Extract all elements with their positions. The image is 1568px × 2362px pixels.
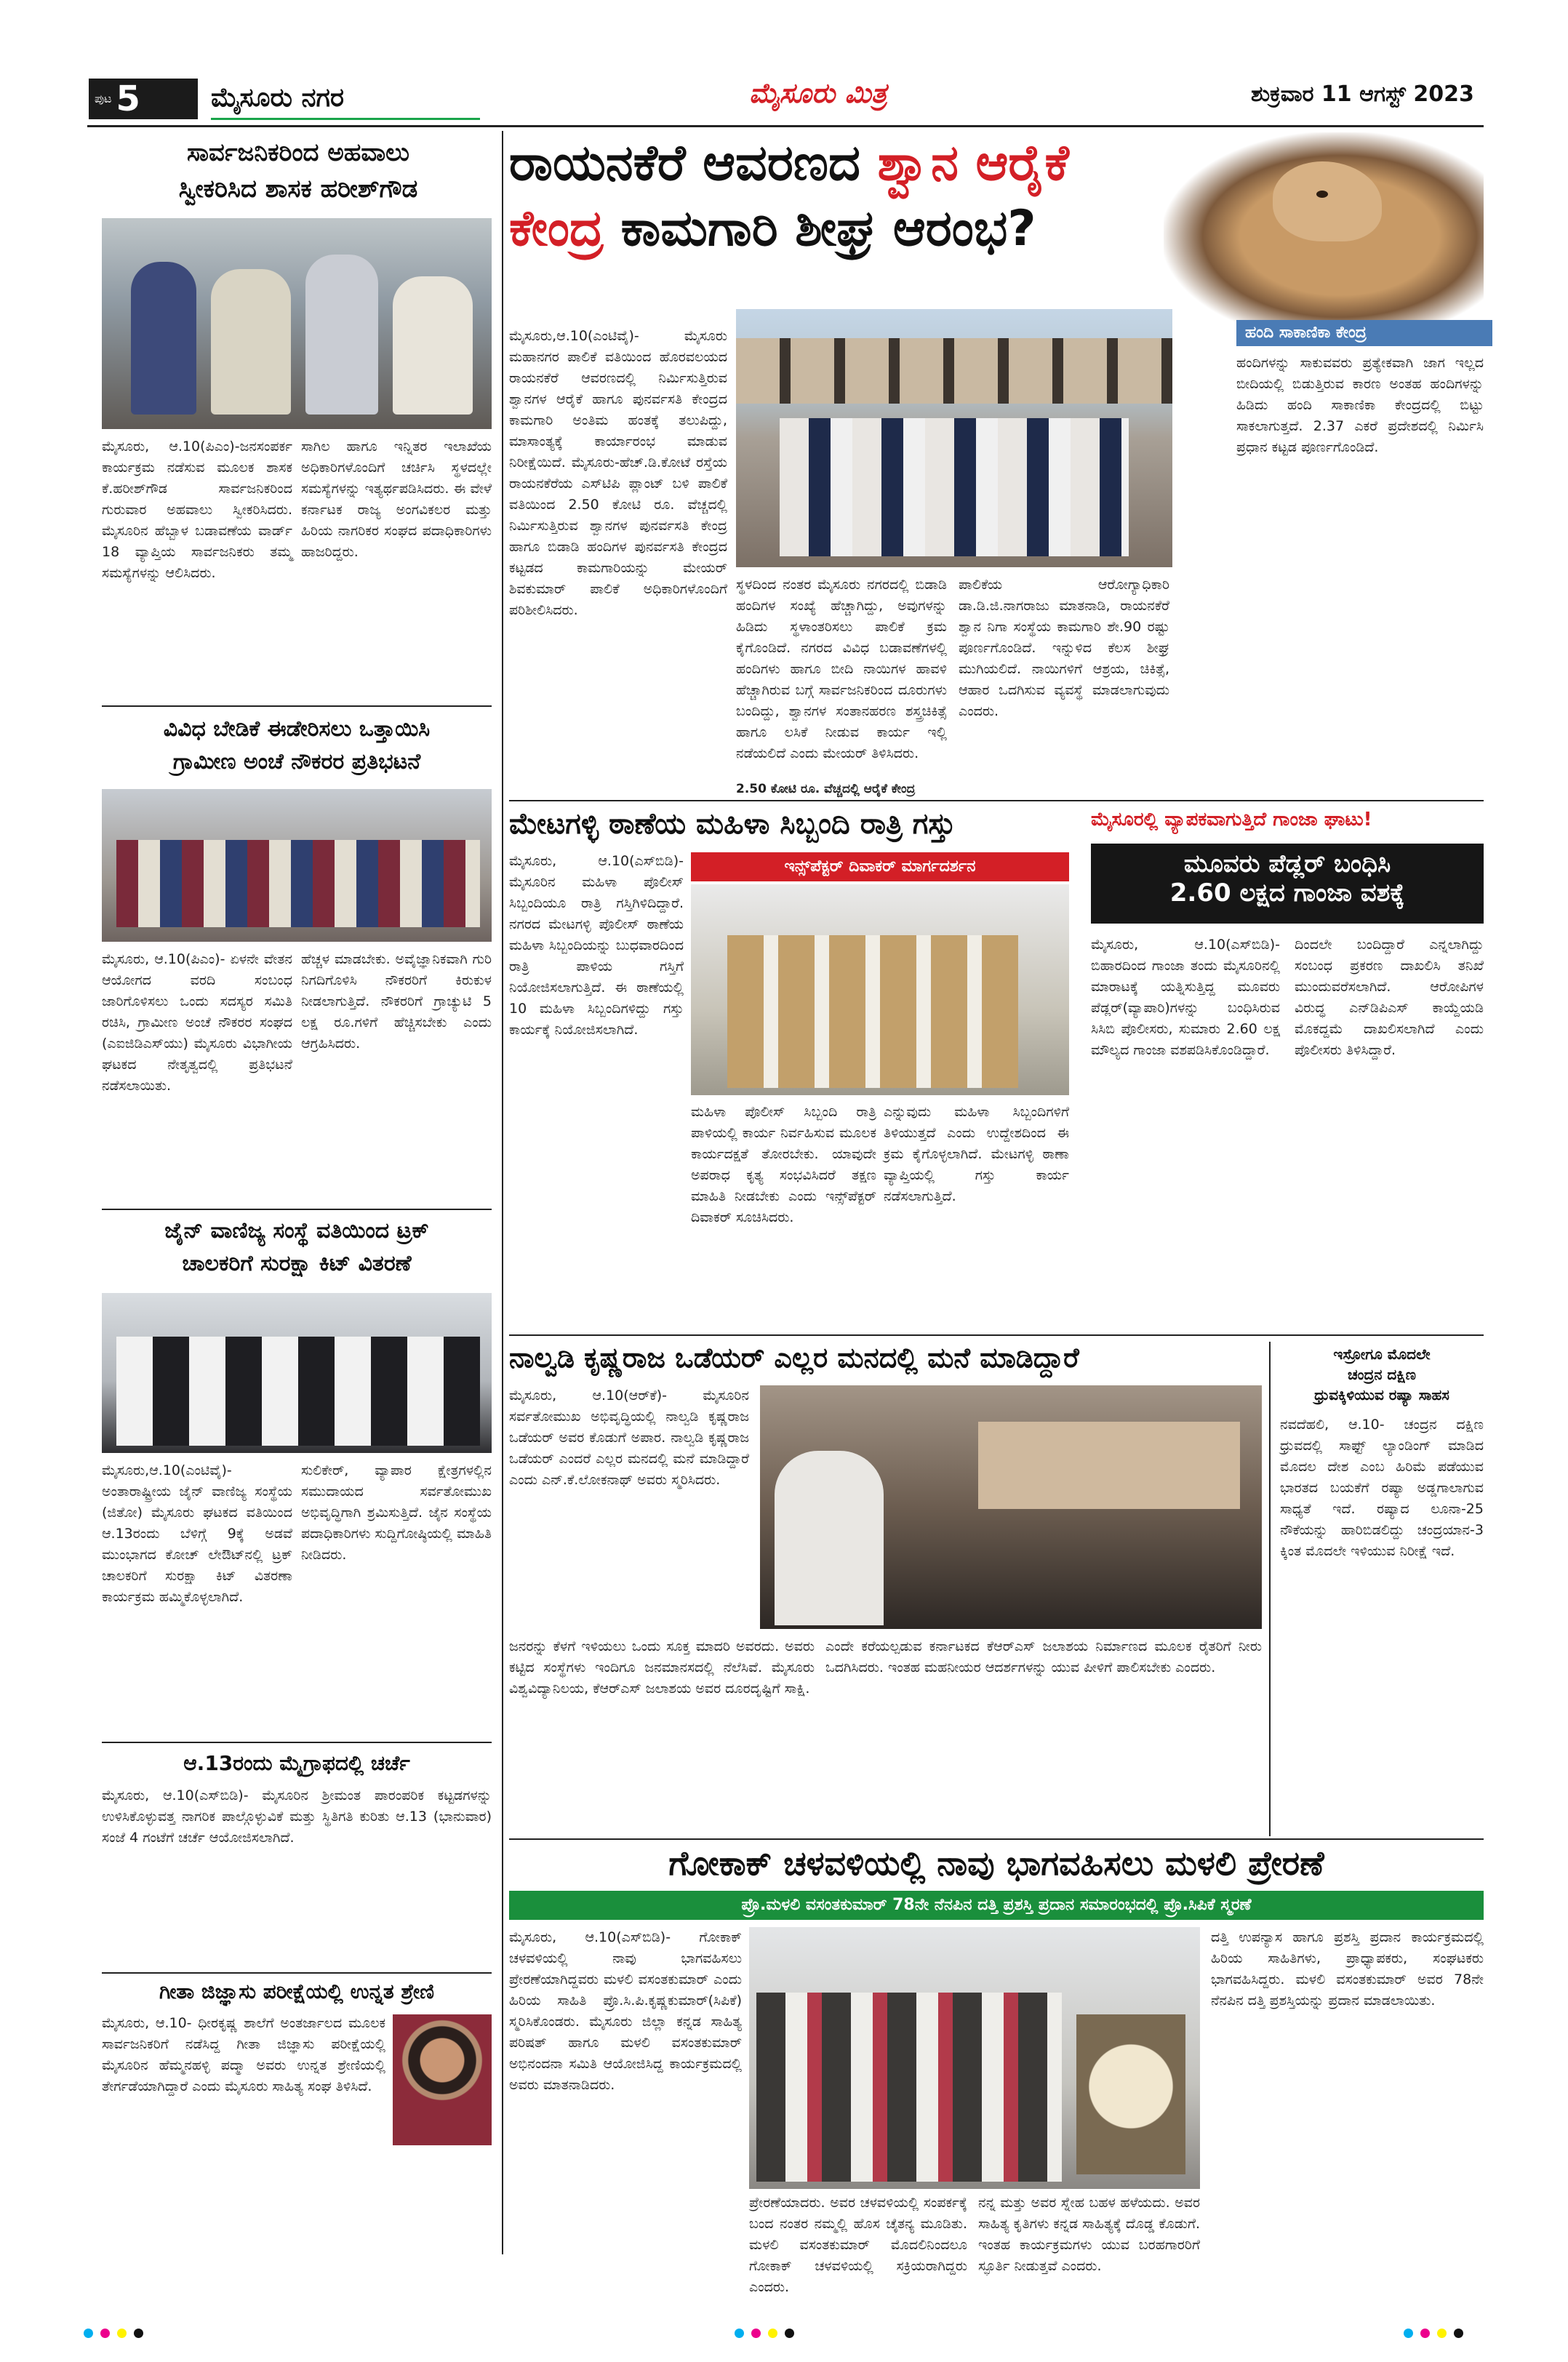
- newspaper-brand: ಮೈಸೂರು ಮಿತ್ರ: [749, 77, 887, 109]
- header-rule: [87, 125, 1484, 127]
- dateline: ಶುಕ್ರವಾರ 11 ಆಗಸ್ಟ್ 2023: [1251, 81, 1474, 107]
- section-title: ಮೈಸೂರು ನಗರ: [211, 83, 480, 120]
- gokak-col2: ಪ್ರೇರಣೆಯಾದರು. ಅವರ ಚಳವಳಿಯಲ್ಲಿ ಸಂಪರ್ಕಕ್ಕೆ ಬಂದ ನಂತರ ನಮ್ಮಲ್ಲಿ ಹೊಸ ಚೈತನ್ಯ ಮೂಡಿತು. ಮಳಲಿ ವಸಂತಕುಮಾರ್ ಮೊದಲಿನಿಂದಲೂ ಗೋಕಾಕ್ ಚಳವಳಿಯಲ್ಲಿ ಸಕ್ರಿಯರಾಗಿದ್ದರು ಎಂದರು.: [749, 2195, 967, 2295]
- left2-headline-2: ಗ್ರಾಮೀಣ ಅಂಚೆ ನೌಕರರ ಪ್ರತಿಭಟನೆ: [172, 749, 421, 774]
- lead-col4: ಹಂದಿಗಳನ್ನು ಸಾಕುವವರು ಪ್ರತ್ಯೇಕವಾಗಿ ಜಾಗ ಇಲ್ಲದ ಬೀದಿಯಲ್ಲಿ ಬಿಡುತ್ತಿರುವ ಕಾರಣ ಅಂತಹ ಹಂದಿಗಳನ್ನು ಹಿಡಿದು ಹಂದಿ ಸಾಕಾಣಿಕಾ ಕೇಂದ್ರದಲ್ಲಿ ಬಿಟ್ಟು ಸಾಕಲಾಗುತ್ತದೆ. 2.37 ಎಕರೆ ಪ್ರದೇಶದಲ್ಲಿ ನಿರ್ಮಿಸಿ ಪ್ರಧಾನ ಕಟ್ಟಡ ಪೂರ್ಣಗೊಂಡಿದೆ.: [1236, 355, 1484, 455]
- lead-headline-2: ಕೇಂದ್ರ ಕಾಮಗಾರಿ ಶೀಘ್ರ ಆರಂಭ?: [509, 200, 1036, 257]
- left3-headline-2: ಚಾಲಕರಿಗೆ ಸುರಕ್ಷಾ ಕಿಟ್ ವಿತರಣೆ: [182, 1251, 412, 1276]
- left3-photo: [102, 1293, 492, 1453]
- left2-photo: [102, 789, 492, 942]
- registration-marks-center: [735, 2327, 801, 2341]
- page-number-badge: [89, 79, 198, 119]
- mid2-title-2: 2.60 ಲಕ್ಷದ ಗಾಂಜಾ ವಶಕ್ಕೆ: [1169, 878, 1405, 908]
- registration-marks-right: [1404, 2327, 1471, 2341]
- dog-photo: [1164, 132, 1484, 321]
- mid2-col2: ದಿಂದಲೇ ಬಂದಿದ್ದಾರೆ ಎನ್ನಲಾಗಿದ್ದು ಸಂಬಂಧ ಪ್ರಕರಣ ದಾಖಲಿಸಿ ತನಿಖೆ ಮುಂದುವರೆಸಲಾಗಿದೆ. ಆರೋಪಿಗಳ ವಿರುದ್ಧ ಎನ್‌ಡಿಪಿಎಸ್ ಕಾಯ್ದೆಯಡಿ ಮೊಕದ್ದಮೆ ದಾಖಲಿಸಲಾಗಿದೆ ಎಂದು ಪೊಲೀಸರು ತಿಳಿಸಿದ್ದಾರೆ.: [1295, 937, 1484, 1058]
- mid1-headline: ಮೇಟಗಳ್ಳಿ ಠಾಣೆಯ ಮಹಿಳಾ ಸಿಬ್ಬಂದಿ ರಾತ್ರಿ ಗಸ್ತು: [509, 807, 956, 841]
- lead-col1: ಮೈಸೂರು,ಆ.10(ಎಂಟಿವೈ)- ಮೈಸೂರು ಮಹಾನಗರ ಪಾಲಿಕೆ ವತಿಯಿಂದ ಹೊರವಲಯದ ರಾಯನಕೆರೆ ಆವರಣದಲ್ಲಿ ನಿರ್ಮಿಸುತ್ತಿರುವ ಶ್ವಾನಗಳ ಆರೈಕೆ ಹಾಗೂ ಪುನರ್ವಸತಿ ಕೇಂದ್ರದ ಕಾಮಗಾರಿ ಅಂತಿಮ ಹಂತಕ್ಕೆ ತಲುಪಿದ್ದು, ಮಾಸಾಂತ್ಯಕ್ಕೆ ಕಾರ್ಯಾರಂಭ ಮಾಡುವ ನಿರೀಕ್ಷೆಯಿದೆ. ಮೈಸೂರು-ಹೆಚ್.ಡಿ.ಕೋಟೆ ರಸ್ತೆಯ ರಾಯನಕೆರೆಯ ಎಸ್‌ಟಿಪಿ ಪ್ಲಾಂಟ್ ಬಳಿ ಪಾಲಿಕೆ ವತಿಯಿಂದ 2.50 ಕೋಟಿ ರೂ. ವೆಚ್ಚದಲ್ಲಿ ನಿರ್ಮಿಸುತ್ತಿರುವ ಶ್ವಾನಗಳ ಪುನರ್ವಸತಿ ಕೇಂದ್ರ ಹಾಗೂ ಬಿಡಾಡಿ ಹಂದಿಗಳ ಪುನರ್ವಸತಿ ಕೇಂದ್ರದ ಕಟ್ಟಡದ ಕಾಮಗಾರಿಯನ್ನು ಮೇಯರ್ ಶಿವಕುಮಾರ್ ಪಾಲಿಕೆ ಅಧಿಕಾರಿಗಳೊಂದಿಗೆ ಪರಿಶೀಲಿಸಿದರು.: [509, 328, 727, 618]
- gokak-col4: ದತ್ತಿ ಉಪನ್ಯಾಸ ಹಾಗೂ ಪ್ರಶಸ್ತಿ ಪ್ರದಾನ ಕಾರ್ಯಕ್ರಮದಲ್ಲಿ ಹಿರಿಯ ಸಾಹಿತಿಗಳು, ಪ್ರಾಧ್ಯಾಪಕರು, ಸಂಘಟಕರು ಭಾಗವಹಿಸಿದ್ದರು. ಮಳಲಿ ವಸಂತಕುಮಾರ್ ಅವರ 78ನೇ ನೆನಪಿನ ದತ್ತಿ ಪ್ರಶಸ್ತಿಯನ್ನು ಪ್ರದಾನ ಮಾಡಲಾಯಿತು.: [1211, 1929, 1484, 2009]
- mid3-col3: ಎಂದೇ ಕರೆಯಲ್ಪಡುವ ಕರ್ನಾಟಕದ ಕೆಆರ್‌ಎಸ್ ಜಲಾಶಯ ನಿರ್ಮಾಣದ ಮೂಲಕ ರೈತರಿಗೆ ನೀರು ಒದಗಿಸಿದರು. ಇಂತಹ ಮಹನೀಯರ ಆದರ್ಶಗಳನ್ನು ಯುವ ಪೀಳಿಗೆ ಪಾಲಿಸಬೇಕು ಎಂದರು.: [825, 1638, 1262, 1676]
- mid1-col1: ಮೈಸೂರು, ಆ.10(ಎಸ್‌ಬಿಡಿ)- ಮೈಸೂರಿನ ಮಹಿಳಾ ಪೊಲೀಸ್ ಸಿಬ್ಬಂದಿಯೂ ರಾತ್ರಿ ಗಸ್ತಿಗಿಳಿದಿದ್ದಾರೆ. ನಗರದ ಮೇಟಗಳ್ಳಿ ಪೊಲೀಸ್ ಠಾಣೆಯ ಮಹಿಳಾ ಸಿಬ್ಬಂದಿಯನ್ನು ಬುಧವಾರದಿಂದ ರಾತ್ರಿ ಪಾಳಿಯ ಗಸ್ತಿಗೆ ನಿಯೋಜಿಸಲಾಗುತ್ತಿದೆ. ಈ ಠಾಣೆಯಲ್ಲಿ 10 ಮಹಿಳಾ ಸಿಬ್ಬಂದಿಗಳಿದ್ದು ಗಸ್ತು ಕಾರ್ಯಕ್ಕೆ ನಿಯೋಜಿಸಲಾಗಿದೆ.: [509, 853, 684, 1038]
- mid2-title-1: ಮೂವರು ಪೆಡ್ಲರ್ ಬಂಧಿಸಿ: [1183, 849, 1391, 878]
- gokak-col1: ಮೈಸೂರು, ಆ.10(ಎಸ್‌ಬಿಡಿ)- ಗೋಕಾಕ್ ಚಳವಳಿಯಲ್ಲಿ ನಾವು ಭಾಗವಹಿಸಲು ಪ್ರೇರಣೆಯಾಗಿದ್ದವರು ಮಳಲಿ ವಸಂತಕುಮಾರ್ ಎಂದು ಹಿರಿಯ ಸಾಹಿತಿ ಪ್ರೊ.ಸಿ.ಪಿ.ಕೃಷ್ಣಕುಮಾರ್(ಸಿಪಿಕೆ) ಸ್ಮರಿಸಿಕೊಂಡರು. ಮೈಸೂರು ಜಿಲ್ಲಾ ಕನ್ನಡ ಸಾಹಿತ್ಯ ಪರಿಷತ್ ಹಾಗೂ ಮಳಲಿ ವಸಂತಕುಮಾರ್ ಅಭಿನಂದನಾ ಸಮಿತಿ ಆಯೋಜಿಸಿದ್ದ ಕಾರ್ಯಕ್ರಮದಲ್ಲಿ ಅವರು ಮಾತನಾಡಿದರು.: [509, 1929, 742, 2093]
- mid3-photo: [760, 1385, 1262, 1629]
- mid2-title-box: [1091, 844, 1484, 924]
- page-label: ಪುಟ: [95, 92, 112, 105]
- left2-col1: ಮೈಸೂರು, ಆ.10(ಪಿಎಂ)- ಏಳನೇ ವೇತನ ಆಯೋಗದ ವರದಿ ಸಂಬಂಧ ಜಾರಿಗೊಳಿಸಲು ಒಂದು ಸದಸ್ಯರ ಸಮಿತಿ ರಚಿಸಿ, ಗ್ರಾಮೀಣ ಅಂಚೆ ನೌಕರರ ಸಂಘದ (ಎಐಜಿಡಿಎಸ್‌ಯು) ಮೈಸೂರು ವಿಭಾಗೀಯ ಘಟಕದ ನೇತೃತ್ವದಲ್ಲಿ ಪ್ರತಿಭಟನೆ ನಡೆಸಲಾಯಿತು.: [102, 951, 292, 1094]
- registration-marks-left: [84, 2327, 151, 2341]
- left3-col2: ಸುಲಿಕೇರ್, ವ್ಯಾಪಾರ ಕ್ಷೇತ್ರಗಳಲ್ಲಿನ ಸಮುದಾಯದ ಸರ್ವತೋಮುಖ ಅಭಿವೃದ್ಧಿಗಾಗಿ ಶ್ರಮಿಸುತ್ತಿದೆ. ಜೈನ ಸಂಸ್ಥೆಯ ಪದಾಧಿಕಾರಿಗಳು ಸುದ್ದಿಗೋಷ್ಠಿಯಲ್ಲಿ ಮಾಹಿತಿ ನೀಡಿದರು.: [301, 1462, 492, 1563]
- left2-col2: ಹೆಚ್ಚಳ ಮಾಡಬೇಕು. ಅವೈಜ್ಞಾನಿಕವಾಗಿ ಗುರಿ ನಿಗದಿಗೊಳಿಸಿ ನೌಕರರಿಗೆ ಕಿರುಕುಳ ನೀಡಲಾಗುತ್ತಿದೆ. ನೌಕರರಿಗೆ ಗ್ರಾಚ್ಯುಟಿ 5 ಲಕ್ಷ ರೂ.ಗಳಿಗೆ ಹೆಚ್ಚಿಸಬೇಕು ಎಂದು ಆಗ್ರಹಿಸಿದರು.: [301, 951, 492, 1052]
- chandra-headline-1: ಇಸ್ರೋಗೂ ಮೊದಲೇ: [1333, 1345, 1431, 1363]
- left3-col1: ಮೈಸೂರು,ಆ.10(ಎಂಟಿವೈ)- ಅಂತಾರಾಷ್ಟ್ರೀಯ ಜೈನ್ ವಾಣಿಜ್ಯ ಸಂಸ್ಥೆಯ (ಜಿತೋ) ಮೈಸೂರು ಘಟಕದ ವತಿಯಿಂದ ಆ.13ರಂದು ಬೆಳಿಗ್ಗೆ 9ಕ್ಕೆ ಅಡವೆ ಮುಂಭಾಗದ ಕೋಚ್ ಲೇಔಟ್‌ನಲ್ಲಿ ಟ್ರಕ್ ಚಾಲಕರಿಗೆ ಸುರಕ್ಷಾ ಕಿಟ್ ವಿತರಣಾ ಕಾರ್ಯಕ್ರಮ ಹಮ್ಮಿಕೊಳ್ಳಲಾಗಿದೆ.: [102, 1462, 292, 1605]
- page-number: 5: [116, 79, 140, 119]
- lead-box-title: ಹಂದಿ ಸಾಕಾಣಿಕಾ ಕೇಂದ್ರ: [1236, 320, 1492, 346]
- mid1-col3: ಎನ್ನುವುದು ಮಹಿಳಾ ಸಿಬ್ಬಂದಿಗಳಿಗೆ ತಿಳಿಯುತ್ತದೆ ಎಂದು ಉದ್ದೇಶದಿಂದ ಈ ಕ್ರಮ ಕೈಗೊಳ್ಳಲಾಗಿದೆ. ಮೇಟಗಳ್ಳಿ ಠಾಣಾ ವ್ಯಾಪ್ತಿಯಲ್ಲಿ ಗಸ್ತು ಕಾರ್ಯ ನಡೆಸಲಾಗುತ್ತಿದೆ.: [884, 1104, 1069, 1204]
- left3-headline-1: ಜೈನ್ ವಾಣಿಜ್ಯ ಸಂಸ್ಥೆ ವತಿಯಿಂದ ಟ್ರಕ್: [164, 1218, 429, 1244]
- left4-body: ಮೈಸೂರು, ಆ.10(ಎಸ್‌ಬಿಡಿ)- ಮೈಸೂರಿನ ಶ್ರೀಮಂತ ಪಾರಂಪರಿಕ ಕಟ್ಟಡಗಳನ್ನು ಉಳಿಸಿಕೊಳ್ಳುವತ್ತ ನಾಗರಿಕ ಪಾಲ್ಗೊಳ್ಳುವಿಕೆ ಮತ್ತು ಸ್ಥಿತಿಗತಿ ಕುರಿತು ಆ.13 (ಭಾನುವಾರ) ಸಂಜೆ 4 ಗಂಟೆಗೆ ಚರ್ಚೆ ಆಯೋಜಿಸಲಾಗಿದೆ.: [102, 1787, 492, 1846]
- mid1-col2: ಮಹಿಳಾ ಪೊಲೀಸ್ ಸಿಬ್ಬಂದಿ ರಾತ್ರಿ ಪಾಳಿಯಲ್ಲಿ ಕಾರ್ಯ ನಿರ್ವಹಿಸುವ ಮೂಲಕ ಕಾರ್ಯದಕ್ಷತೆ ತೋರಬೇಕು. ಯಾವುದೇ ಅಪರಾಧ ಕೃತ್ಯ ಸಂಭವಿಸಿದರೆ ತಕ್ಷಣ ಮಾಹಿತಿ ನೀಡಬೇಕು ಎಂದು ಇನ್ಸ್‌ಪೆಕ್ಟರ್ ದಿವಾಕರ್ ಸೂಚಿಸಿದರು.: [691, 1104, 876, 1225]
- mid3-headline: ನಾಲ್ವಡಿ ಕೃಷ್ಣರಾಜ ಒಡೆಯರ್ ಎಲ್ಲರ ಮನದಲ್ಲಿ ಮನೆ ಮಾಡಿದ್ದಾರೆ: [509, 1342, 1079, 1374]
- left4-headline: ಆ.13ರಂದು ಮೈಗ್ರಾಫದಲ್ಲಿ ಚರ್ಚೆ: [183, 1751, 410, 1775]
- left5-headline: ಗೀತಾ ಜಿಜ್ಞಾಸು ಪರೀಕ್ಷೆಯಲ್ಲಿ ಉನ್ನತ ಶ್ರೇಣಿ: [159, 1979, 434, 2003]
- mid3-col2: ಜನರನ್ನು ಕೆಳಗೆ ಇಳಿಯಲು ಒಂದು ಸೂಕ್ತ ಮಾದರಿ ಅವರದು. ಅವರು ಕಟ್ಟಿದ ಸಂಸ್ಥೆಗಳು ಇಂದಿಗೂ ಜನಮಾನಸದಲ್ಲಿ ನೆಲೆಸಿವೆ. ಮೈಸೂರು ವಿಶ್ವವಿದ್ಯಾನಿಲಯ, ಕೆಆರ್‌ಎಸ್ ಜಲಾಶಯ ಅವರ ದೂರದೃಷ್ಟಿಗೆ ಸಾಕ್ಷಿ.: [509, 1638, 815, 1697]
- left5-body: ಮೈಸೂರು, ಆ.10- ಧೀರಕೃಷ್ಣ ಶಾಲೆಗೆ ಅಂತರ್ಜಾಲದ ಮೂಲಕ ಸಾರ್ವಜನಿಕರಿಗೆ ನಡೆಸಿದ್ದ ಗೀತಾ ಜಿಜ್ಞಾಸು ಪರೀಕ್ಷೆಯಲ್ಲಿ ಮೈಸೂರಿನ ಹೆಮ್ಮನಹಳ್ಳಿ ಪದ್ಮಾ ಅವರು ಉನ್ನತ ಶ್ರೇಣಿಯಲ್ಲಿ ತೇರ್ಗಡೆಯಾಗಿದ್ದಾರೆ ಎಂದು ಮೈಸೂರು ಸಾಹಿತ್ಯ ಸಂಘ ತಿಳಿಸಿದೆ.: [102, 2015, 385, 2094]
- gokak-headline: ಗೋಕಾಕ್ ಚಳವಳಿಯಲ್ಲಿ ನಾವು ಭಾಗವಹಿಸಲು ಮಳಲಿ ಪ್ರೇರಣೆ: [668, 1843, 1324, 1883]
- gokak-col3: ನನ್ನ ಮತ್ತು ಅವರ ಸ್ನೇಹ ಬಹಳ ಹಳೆಯದು. ಅವರ ಸಾಹಿತ್ಯ ಕೃತಿಗಳು ಕನ್ನಡ ಸಾಹಿತ್ಯಕ್ಕೆ ದೊಡ್ಡ ಕೊಡುಗೆ. ಇಂತಹ ಕಾರ್ಯಕ್ರಮಗಳು ಯುವ ಬರಹಗಾರರಿಗೆ ಸ್ಫೂರ್ತಿ ನೀಡುತ್ತವೆ ಎಂದರು.: [978, 2195, 1200, 2274]
- lead-col2: ಸ್ಥಳದಿಂದ ನಂತರ ಮೈಸೂರು ನಗರದಲ್ಲಿ ಬಿಡಾಡಿ ಹಂದಿಗಳ ಸಂಖ್ಯೆ ಹೆಚ್ಚಾಗಿದ್ದು, ಅವುಗಳನ್ನು ಹಿಡಿದು ಸ್ಥಳಾಂತರಿಸಲು ಪಾಲಿಕೆ ಕ್ರಮ ಕೈಗೊಂಡಿದೆ. ನಗರದ ವಿವಿಧ ಬಡಾವಣೆಗಳಲ್ಲಿ ಹಂದಿಗಳು ಹಾಗೂ ಬೀದಿ ನಾಯಿಗಳ ಹಾವಳಿ ಹೆಚ್ಚಾಗಿರುವ ಬಗ್ಗೆ ಸಾರ್ವಜನಿಕರಿಂದ ದೂರುಗಳು ಬಂದಿದ್ದು, ಶ್ವಾನಗಳ ಸಂತಾನಹರಣ ಶಸ್ತ್ರಚಿಕಿತ್ಸೆ ಹಾಗೂ ಲಸಿಕೆ ನೀಡುವ ಕಾರ್ಯ ಇಲ್ಲಿ ನಡೆಯಲಿದೆ ಎಂದು ಮೇಯರ್ ತಿಳಿಸಿದರು.: [736, 577, 947, 761]
- police-photo: [691, 884, 1069, 1095]
- mid3-col1: ಮೈಸೂರು, ಆ.10(ಆರ್‌ಕೆ)- ಮೈಸೂರಿನ ಸರ್ವತೋಮುಖ ಅಭಿವೃದ್ಧಿಯಲ್ಲಿ ನಾಲ್ವಡಿ ಕೃಷ್ಣರಾಜ ಒಡೆಯರ್ ಅವರ ಕೊಡುಗೆ ಅಪಾರ. ನಾಲ್ವಡಿ ಕೃಷ್ಣರಾಜ ಒಡೆಯರ್ ಎಂದರೆ ಎಲ್ಲರ ಮನದಲ್ಲಿ ಮನೆ ಮಾಡಿದ್ದಾರೆ ಎಂದು ಎನ್.ಕೆ.ಲೋಕನಾಥ್ ಅವರು ಸ್ಮರಿಸಿದರು.: [509, 1388, 749, 1488]
- mid2-col1: ಮೈಸೂರು, ಆ.10(ಎಸ್‌ಬಿಡಿ)- ಬಿಹಾರದಿಂದ ಗಾಂಜಾ ತಂದು ಮೈಸೂರಿನಲ್ಲಿ ಮಾರಾಟಕ್ಕೆ ಯತ್ನಿಸುತ್ತಿದ್ದ ಮೂವರು ಪೆಡ್ಲರ್(ವ್ಯಾಪಾರಿ)ಗಳನ್ನು ಬಂಧಿಸಿರುವ ಸಿಸಿಬಿ ಪೊಲೀಸರು, ಸುಮಾರು 2.60 ಲಕ್ಷ ಮೌಲ್ಯದ ಗಾಂಜಾ ವಶಪಡಿಸಿಕೊಂಡಿದ್ದಾರೆ.: [1091, 937, 1280, 1058]
- left1-col2: ಸಾಗಿಲ ಹಾಗೂ ಇನ್ನಿತರ ಇಲಾಖೆಯ ಅಧಿಕಾರಿಗಳೊಂದಿಗೆ ಚರ್ಚಿಸಿ ಸ್ಥಳದಲ್ಲೇ ಸಮಸ್ಯೆಗಳನ್ನು ಇತ್ಯರ್ಥಪಡಿಸಿದರು. ಈ ವೇಳೆ ಕರ್ನಾಟಕ ರಾಜ್ಯ ಅಂಗವಿಕಲರ ಮತ್ತು ಹಿರಿಯ ನಾಗರಿಕರ ಸಂಘದ ಪದಾಧಿಕಾರಿಗಳು ಹಾಜರಿದ್ದರು.: [301, 439, 492, 560]
- left5-portrait: [393, 2014, 492, 2145]
- left1-headline-1: ಸಾರ್ವಜನಿಕರಿಂದ ಅಹವಾಲು: [186, 138, 409, 167]
- chandra-headline-2: ಚಂದ್ರನ ದಕ್ಷಿಣ: [1348, 1366, 1416, 1383]
- mid2-headline: ಮೈಸೂರಲ್ಲಿ ವ್ಯಾಪಕವಾಗುತ್ತಿದೆ ಗಾಂಜಾ ಘಾಟು!: [1091, 809, 1372, 830]
- left1-headline-2: ಸ್ವೀಕರಿಸಿದ ಶಾಸಕ ಹರೀಶ್‌ಗೌಡ: [178, 175, 418, 204]
- lead-headline-1: ರಾಯನಕೆರೆ ಆವರಣದ ಶ್ವಾನ ಆರೈಕೆ: [509, 135, 1069, 192]
- mid1-banner: ಇನ್ಸ್‌ಪೆಕ್ಟರ್ ದಿವಾಕರ್ ಮಾರ್ಗದರ್ಶನ: [691, 852, 1069, 881]
- gokak-banner: ಪ್ರೊ.ಮಳಲಿ ವಸಂತಕುಮಾರ್ 78ನೇ ನೆನಪಿನ ದತ್ತಿ ಪ್ರಶಸ್ತಿ ಪ್ರದಾನ ಸಮಾರಂಭದಲ್ಲಿ ಪ್ರೊ.ಸಿಪಿಕೆ ಸ್ಮರಣೆ: [509, 1891, 1484, 1920]
- chandra-headline-3: ಧ್ರುವಕ್ಕಿಳಿಯುವ ರಷ್ಯಾ ಸಾಹಸ: [1314, 1386, 1449, 1404]
- lead-col3: ಪಾಲಿಕೆಯ ಆರೋಗ್ಯಾಧಿಕಾರಿ ಡಾ.ಡಿ.ಜಿ.ನಾಗರಾಜು ಮಾತನಾಡಿ, ರಾಯನಕೆರೆ ಶ್ವಾನ ನಿಗಾ ಸಂಸ್ಥೆಯ ಕಾಮಗಾರಿ ಶೇ.90 ರಷ್ಟು ಪೂರ್ಣಗೊಂಡಿದೆ. ಇನ್ನುಳಿದ ಕೆಲಸ ಶೀಘ್ರ ಮುಗಿಯಲಿದೆ. ನಾಯಿಗಳಿಗೆ ಆಶ್ರಯ, ಚಿಕಿತ್ಸೆ, ಆಹಾರ ಒದಗಿಸುವ ವ್ಯವಸ್ಥೆ ಮಾಡಲಾಗುವುದು ಎಂದರು.: [959, 577, 1169, 719]
- left1-col1: ಮೈಸೂರು, ಆ.10(ಪಿಎಂ)-ಜನಸಂಪರ್ಕ ಕಾರ್ಯಕ್ರಮ ನಡೆಸುವ ಮೂಲಕ ಶಾಸಕ ಕೆ.ಹರೀಶ್‌ಗೌಡ ಸಾರ್ವಜನಿಕರಿಂದ ಗುರುವಾರ ಅಹವಾಲು ಸ್ವೀಕರಿಸಿದರು. ಮೈಸೂರಿನ ಹೆಬ್ಬಾಳ ಬಡಾವಣೆಯ ವಾರ್ಡ್ 18 ವ್ಯಾಪ್ತಿಯ ಸಾರ್ವಜನಿಕರು ತಮ್ಮ ಸಮಸ್ಯೆಗಳನ್ನು ಆಲಿಸಿದರು.: [102, 439, 292, 581]
- chandra-body: ನವದೆಹಲಿ, ಆ.10- ಚಂದ್ರನ ದಕ್ಷಿಣ ಧ್ರುವದಲ್ಲಿ ಸಾಫ್ಟ್ ಲ್ಯಾಂಡಿಂಗ್ ಮಾಡಿದ ಮೊದಲ ದೇಶ ಎಂಬ ಹಿರಿಮೆ ಪಡೆಯುವ ಭಾರತದ ಬಯಕೆಗೆ ರಷ್ಯಾ ಅಡ್ಡಗಾಲಾಗುವ ಸಾಧ್ಯತೆ ಇದೆ. ರಷ್ಯಾದ ಲೂನಾ-25 ನೌಕೆಯನ್ನು ಹಾರಿಬಿಡಲಿದ್ದು ಚಂದ್ರಯಾನ-3 ಕ್ಕಿಂತ ಮೊದಲೇ ಇಳಿಯುವ ನಿರೀಕ್ಷೆ ಇದೆ.: [1280, 1417, 1484, 1559]
- gokak-photo: [749, 1927, 1200, 2189]
- left2-headline-1: ವಿವಿಧ ಬೇಡಿಕೆ ಈಡೇರಿಸಲು ಒತ್ತಾಯಿಸಿ: [163, 716, 431, 742]
- left1-photo: [102, 218, 492, 429]
- lead-caption: 2.50 ಕೋಟಿ ರೂ. ವೆಚ್ಚದಲ್ಲಿ ಆರೈಕೆ ಕೇಂದ್ರ: [736, 782, 916, 796]
- lead-photo: [736, 309, 1172, 567]
